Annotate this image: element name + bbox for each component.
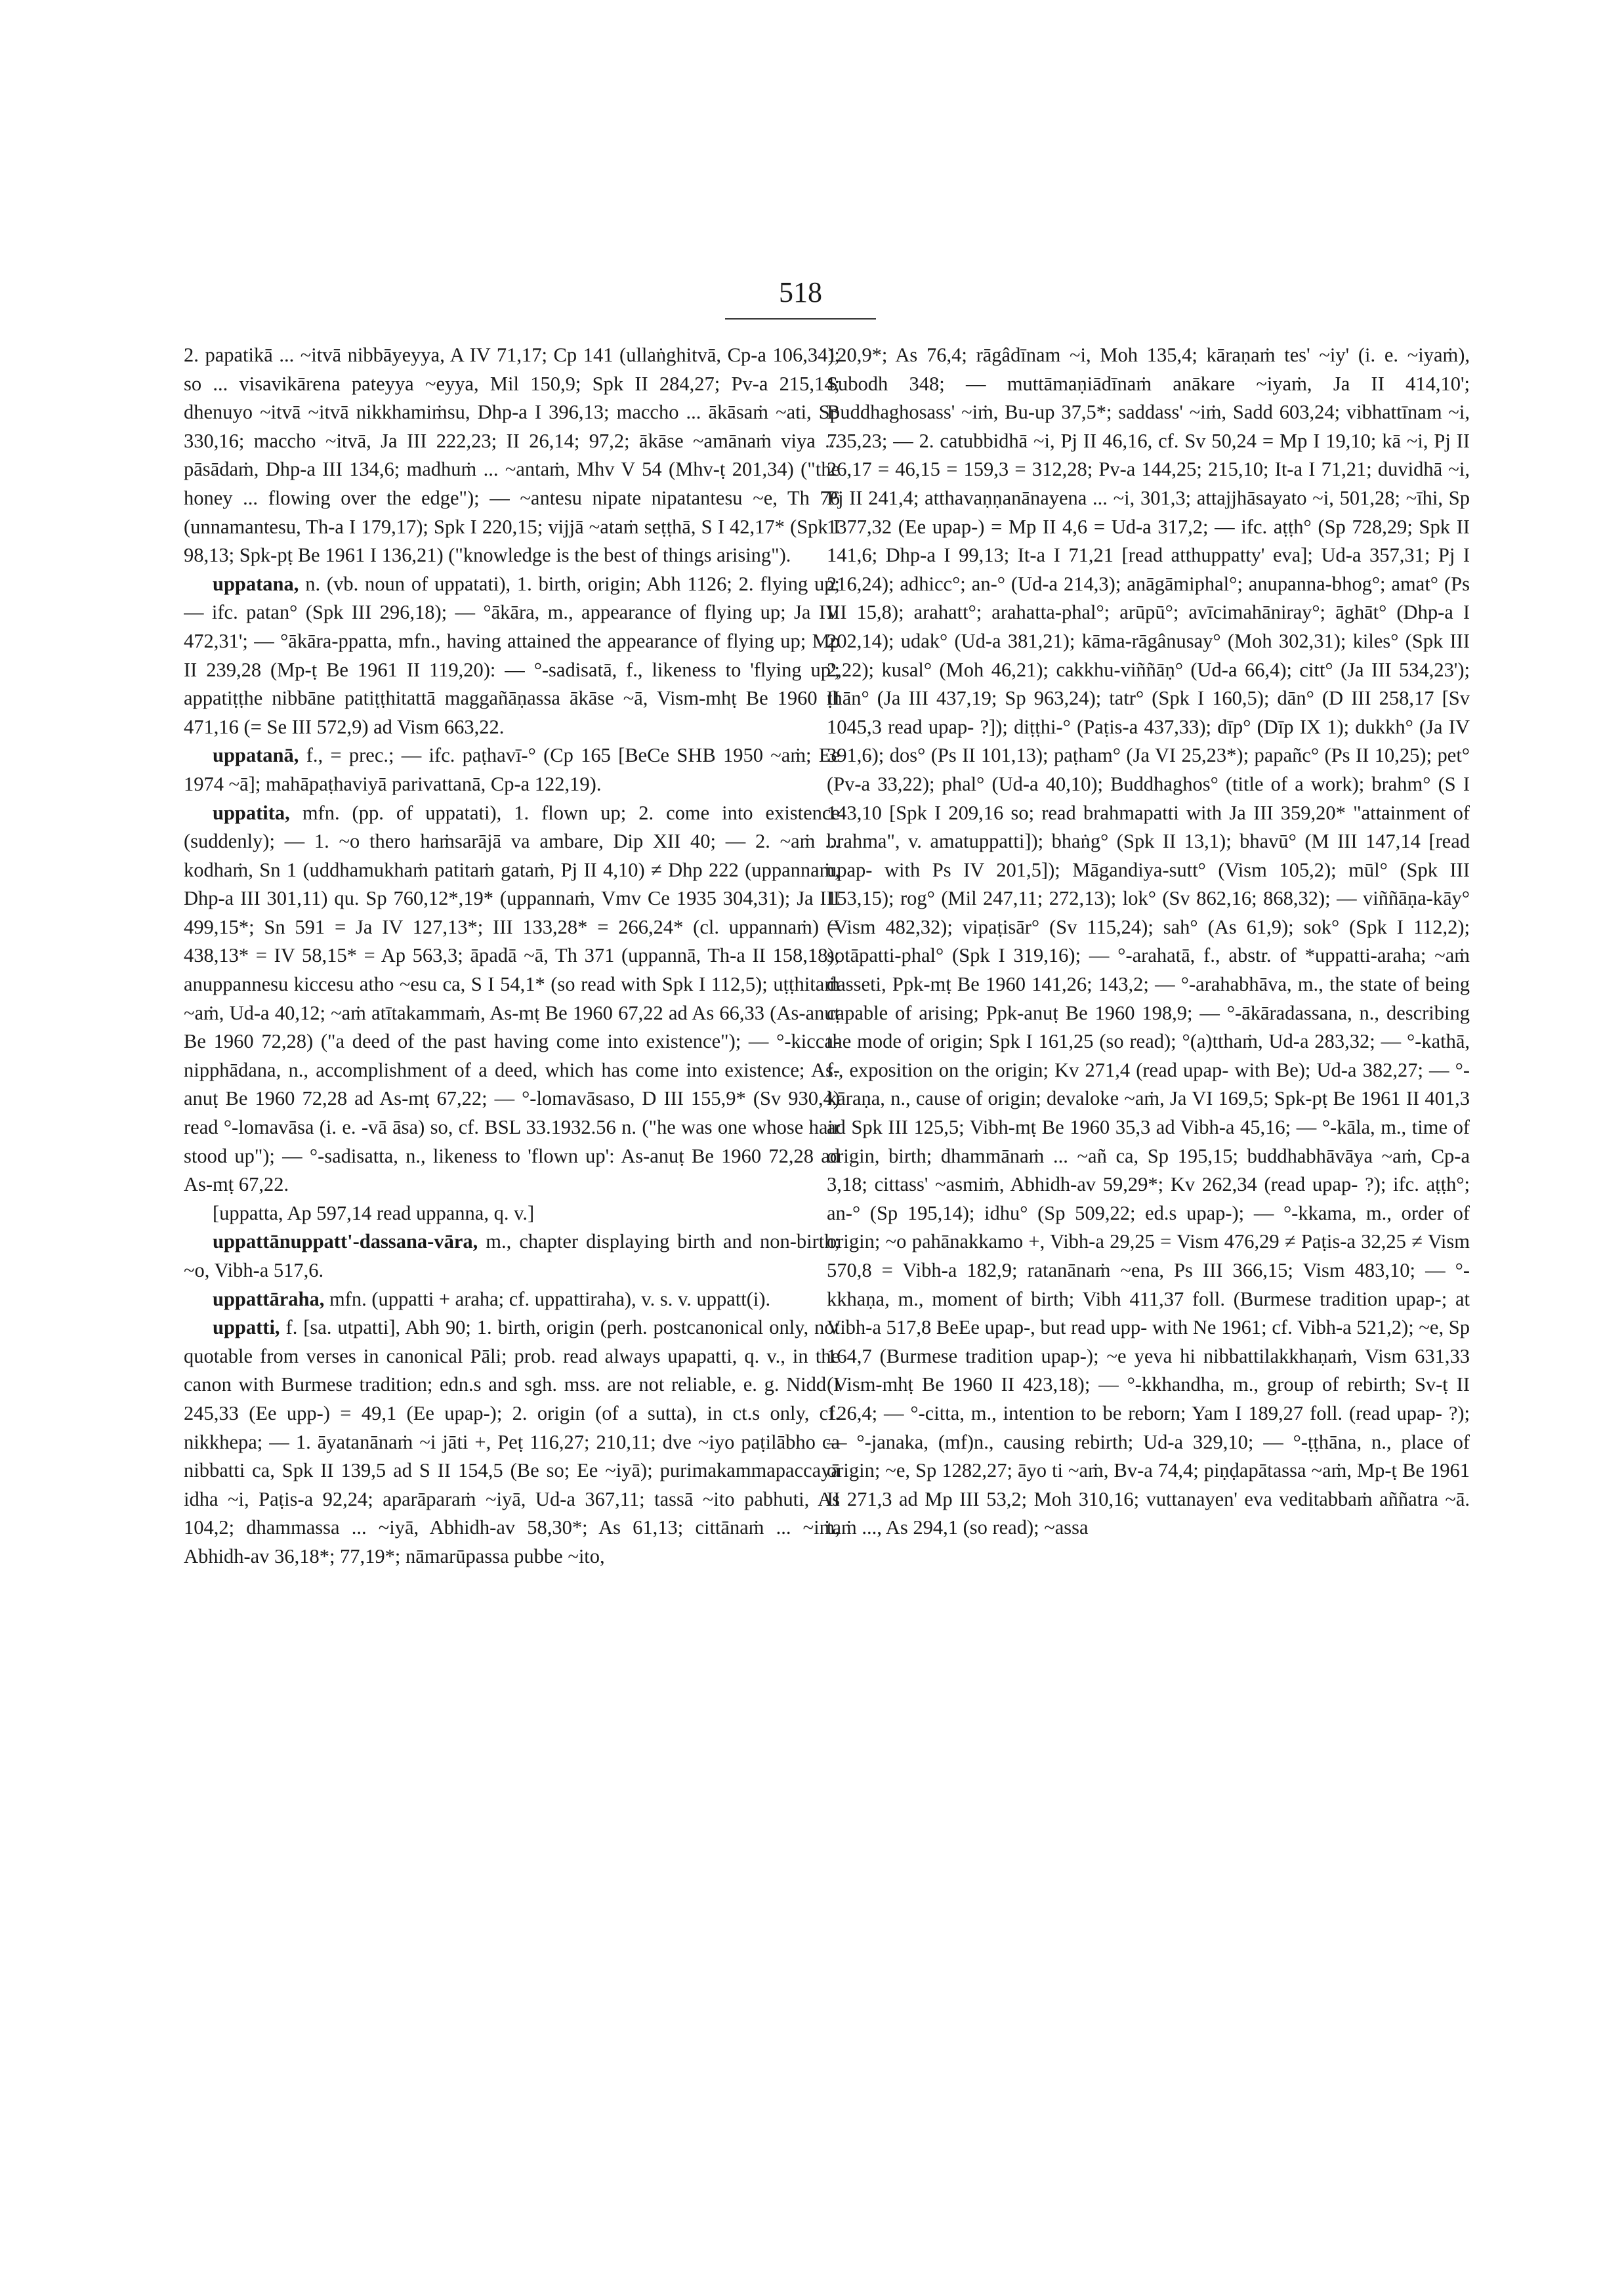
right-column	[827, 341, 1470, 2144]
entry-uppatana-f	[184, 741, 840, 798]
entry-text: f. [sa. utpatti], Abh 90; 1. birth, origin (perh. postcanonical only, not quotable from verses in canonical Pāli; prob. read always upapatti, q. v., in the canon with Burmese tradition; edn.s and sgh. mss. are not reliable, e. g. Nidd I 245,33 (Ee upp-) = 49,1 (Ee upap-); 2. origin (of a sutta), in ct.s only, cf. nikkhepa; — 1. āyatanānaṁ ~i jāti +, Peṭ 116,27; 210,11; dve ~iyo paṭilābho ca nibbatti ca, Spk II 139,5 ad S II 154,5 (Be so; Ee ~iyā); purimakammapaccayā idha ~i, Paṭis-a 92,24; aparāparaṁ ~iyā, Ud-a 367,11; tassā ~ito pabhuti, As 104,2; dhammassa ... ~iyā, Abhidh-av 58,30*; As 61,13; cittānaṁ ... ~iṁ, Abhidh-av 36,18*; 77,19*; nāmarūpassa pubbe ~ito,	[184, 1316, 840, 1567]
entry-uppatti	[184, 1313, 840, 1571]
entry-text: f., = prec.; — ifc. paṭhavī-° (Cp 165 [BeCe SHB 1950 ~aṁ; Ee 1974 ~ā]; mahāpaṭhaviyā parivattanā, Cp-a 122,19).	[184, 744, 840, 795]
entry-uppatana	[184, 570, 840, 742]
entry-uppatti-continued	[827, 341, 1470, 1542]
entry-text: m., chapter displaying birth and non-birth; ~o, Vibh-a 517,6.	[184, 1230, 840, 1281]
entry-uppatita	[184, 799, 840, 1199]
headword: uppatana,	[213, 572, 299, 595]
headword: uppatanā,	[213, 744, 299, 767]
left-column	[184, 341, 840, 2144]
headword: uppatita,	[213, 801, 290, 824]
entry-text: 120,9*; As 76,4; rāgâdīnam ~i, Moh 135,4; kāraṇaṁ tes' ~iy' (i. e. ~iyaṁ), Subodh 348; — muttāmaṇiādīnaṁ anākare ~iyaṁ, Ja II 414,10'; Buddhaghosass' ~iṁ, Bu-up 37,5*; saddass' ~iṁ, Sadd 603,24; vibhattīnam ~i, 735,23; — 2. catubbidhā ~i, Pj II 46,16, cf. Sv 50,24 = Mp I 19,10; kā ~i, Pj II 26,17 = 46,15 = 159,3 = 312,28; Pv-a 144,25; 215,10; It-a I 71,21; duvidhā ~i, Pj II 241,4; atthavaṇṇanānayena ... ~i, 301,3; attajjhāsayato ~i, 501,28; ~īhi, Sp 1377,32 (Ee upap-) = Mp II 4,6 = Ud-a 317,2; — ifc. aṭṭh° (Sp 728,29; Spk II 141,6; Dhp-a I 99,13; It-a I 71,21 [read atthuppatty' eva]; Ud-a 357,31; Pj I 216,24); adhicc°; an-° (Ud-a 214,3); anāgāmiphal°; anupanna-bhog°; amat° (Ps III 15,8); arahatt°; arahatta-phal°; arūpū°; avīcimahāniray°; āghāt° (Dhp-a I 202,14); udak° (Ud-a 381,21); kāma-rāgânusay° (Moh 302,31); kiles° (Spk III 2,22); kusal° (Moh 46,21); cakkhu-viññāṇ° (Ud-a 66,4); citt° (Ja III 534,23'); ṭhān° (Ja III 437,19; Sp 963,24); tatr° (Spk I 160,5); dān° (D III 258,17 [Sv 1045,3 read upap- ?]); diṭṭhi-° (Paṭis-a 437,33); dīp° (Dīp IX 1); dukkh° (Ja IV 391,6); dos° (Ps II 101,13); paṭham° (Ja VI 25,23*); papañc° (Ps II 10,25); pet° (Pv-a 33,22); phal° (Ud-a 40,10); Buddhaghos° (title of a work); brahm° (S I 143,10 [Spk I 209,16 so; read brahmapatti with Ja III 359,20* "attainment of brahma", v. amatuppatti]); bhaṅg° (Spk II 13,1); bhavū° (M III 147,14 [read upap- with Ps IV 201,5]); Māgandiya-sutt° (Vism 105,2); mūl° (Spk III 153,15); rog° (Mil 247,11; 272,13); lok° (Sv 862,16; 868,32); — viññāṇa-kāy° (Vism 482,32); vipaṭisār° (Sv 115,24); sah° (As 61,9); sok° (Spk I 112,2); sotāpatti-phal° (Spk I 319,16); — °-arahatā, f., abstr. of *uppatti-araha; ~aṁ dasseti, Ppk-mṭ Be 1960 141,26; 143,2; — °-arahabhāva, m., the state of being capable of arising; Ppk-anuṭ Be 1960 198,9; — °-ākāradassana, n., describing the mode of origin; Spk I 161,25 (so read); °(a)tthaṁ, Ud-a 283,32; — °-kathā, f., exposition on the origin; Kv 271,4 (read upap- with Be); Ud-a 382,27; — °-kāraṇa, n., cause of origin; devaloke ~aṁ, Ja VI 169,5; Spk-pṭ Be 1961 II 401,3 ad Spk III 125,5; Vibh-mṭ Be 1960 35,3 ad Vibh-a 45,16; — °-kāla, m., time of origin, birth; dhammānaṁ ... ~añ ca, Sp 195,15; buddhabhāvāya ~aṁ, Cp-a 3,18; cittass' ~asmiṁ, Abhidh-av 59,29*; Kv 262,34 (read upap- ?); ifc. aṭṭh°; an-° (Sp 195,14); idhu° (Sp 509,22; ed.s upap-); — °-kkama, m., order of origin; ~o pahānakkamo +, Vibh-a 29,25 = Vism 476,29 ≠ Paṭis-a 32,25 ≠ Vism 570,8 = Vibh-a 182,9; ratanānaṁ ~ena, Ps III 366,15; Vism 483,10; — °-kkhaṇa, m., moment of birth; Vibh 411,37 foll. (Burmese tradition upap-; at Vibh-a 517,8 BeEe upap-, but read upp- with Ne 1961; cf. Vibh-a 521,2); ~e, Sp 164,7 (Burmese tradition upap-); ~e yeva hi nibbattilakkhaṇaṁ, Vism 631,33 (Vism-mhṭ Be 1960 II 423,18); — °-kkhandha, m., group of rebirth; Sv-ṭ II 126,4; — °-citta, m., intention to be reborn; Yam I 189,27 foll. (read upap- ?); — °-janaka, (mf)n., causing rebirth; Ud-a 329,10; — °-ṭṭhāna, n., place of origin; ~e, Sp 1282,27; āyo ti ~aṁ, Bv-a 74,4; piṇḍapātassa ~aṁ, Mp-ṭ Be 1961 II 271,3 ad Mp III 53,2; Moh 310,16; vuttanayen' eva veditabbaṁ aññatra ~ā. taṁ ..., As 294,1 (so read); ~assa	[827, 344, 1470, 1539]
entry-uppattanuppatta	[184, 1228, 840, 1285]
headword: uppattāraha,	[213, 1287, 325, 1310]
header-rule	[725, 318, 876, 320]
entry-text: [uppatta, Ap 597,14 read uppanna, q. v.]	[213, 1201, 535, 1224]
entry-uppattaraha	[184, 1285, 840, 1314]
entry-uppatta-note	[184, 1199, 840, 1228]
entry-text: mfn. (uppatti + araha; cf. uppattiraha), v. s. v. uppatt(i).	[329, 1287, 771, 1310]
entry-text: mfn. (pp. of uppatati), 1. flown up; 2. come into existence (suddenly); — 1. ~o thero haṁsarājā va ambare, Dip XII 40; — 2. ~aṁ ... kodhaṁ, Sn 1 (uddhamukhaṁ patitaṁ gataṁ, Pj II 4,10) ≠ Dhp 222 (uppannaṁ, Dhp-a III 301,11) qu. Sp 760,12*,19* (uppannaṁ, Vmv Ce 1935 304,31); Ja III 499,15*; Sn 591 = Ja IV 127,13*; III 133,28* = 266,24* (cl. uppannaṁ) = 438,13* = IV 58,15* = Ap 563,3; āpadā ~ā, Th 371 (uppannā, Th-a II 158,18); anuppannesu kiccesu atho ~esu ca, S I 54,1* (so read with Spk I 112,5); uṭṭhitaṁ ~aṁ, Ud-a 40,12; ~aṁ atītakammaṁ, As-mṭ Be 1960 67,22 ad As 66,33 (As-anuṭ Be 1960 72,28) ("a deed of the past having come into existence"); — °-kicca-nipphādana, n., accomplishment of a deed, which has come into existence; As-anuṭ Be 1960 72,28 ad As-mṭ 67,22; — °-lomavāsaso, D III 155,9* (Sv 930,4) read °-lomavāsa (i. e. -vā āsa) so, cf. BSL 33.1932.56 n. ("he was one whose hair stood up"); — °-sadisatta, n., likeness to 'flown up': As-anuṭ Be 1960 72,28 ad As-mṭ 67,22.	[184, 801, 840, 1196]
entry-text: 2. papatikā ... ~itvā nibbāyeyya, A IV 71,17; Cp 141 (ullaṅghitvā, Cp-a 106,34); so ... visavikārena pateyya ~eyya, Mil 150,9; Spk II 284,27; Pv-a 215,14; dhenuyo ~itvā ~itvā nikkhamiṁsu, Dhp-a I 396,13; maccho ... ākāsaṁ ~ati, Sp 330,16; maccho ~itvā, Ja III 222,23; II 26,14; 97,2; ākāse ~amānaṁ viya ... pāsādaṁ, Dhp-a III 134,6; madhuṁ ... ~antaṁ, Mhv V 54 (Mhv-ṭ 201,34) ("the honey ... flowing over the edge"); — ~antesu nipate nipatantesu ~e, Th 76 (unnamantesu, Th-a I 179,17); Spk I 220,15; vijjā ~ataṁ seṭṭhā, S I 42,17* (Spk I 98,13; Spk-pṭ Be 1961 I 136,21) ("knowledge is the best of things arising").	[184, 344, 840, 567]
entry-text: n. (vb. noun of uppatati), 1. birth, origin; Abh 1126; 2. flying up; — ifc. patan° (Spk III 296,18); — °ākāra, m., appearance of flying up; Ja IV 472,31'; — °ākāra-ppatta, mfn., having attained the appearance of flying up; Mp II 239,28 (Mp-ṭ Be 1961 II 119,20): — °-sadisatā, f., likeness to 'flying up'; appatiṭṭhe nibbāne patiṭṭhitattā maggañāṇassa ākāse ~ā, Vism-mhṭ Be 1960 II 471,16 (= Se III 572,9) ad Vism 663,22.	[184, 572, 840, 738]
headword: uppattānuppatt'-dassana-vāra,	[213, 1230, 478, 1253]
headword: uppatti,	[213, 1316, 280, 1339]
page-number: 518	[779, 276, 822, 308]
entry-papatati-continued	[184, 341, 840, 570]
